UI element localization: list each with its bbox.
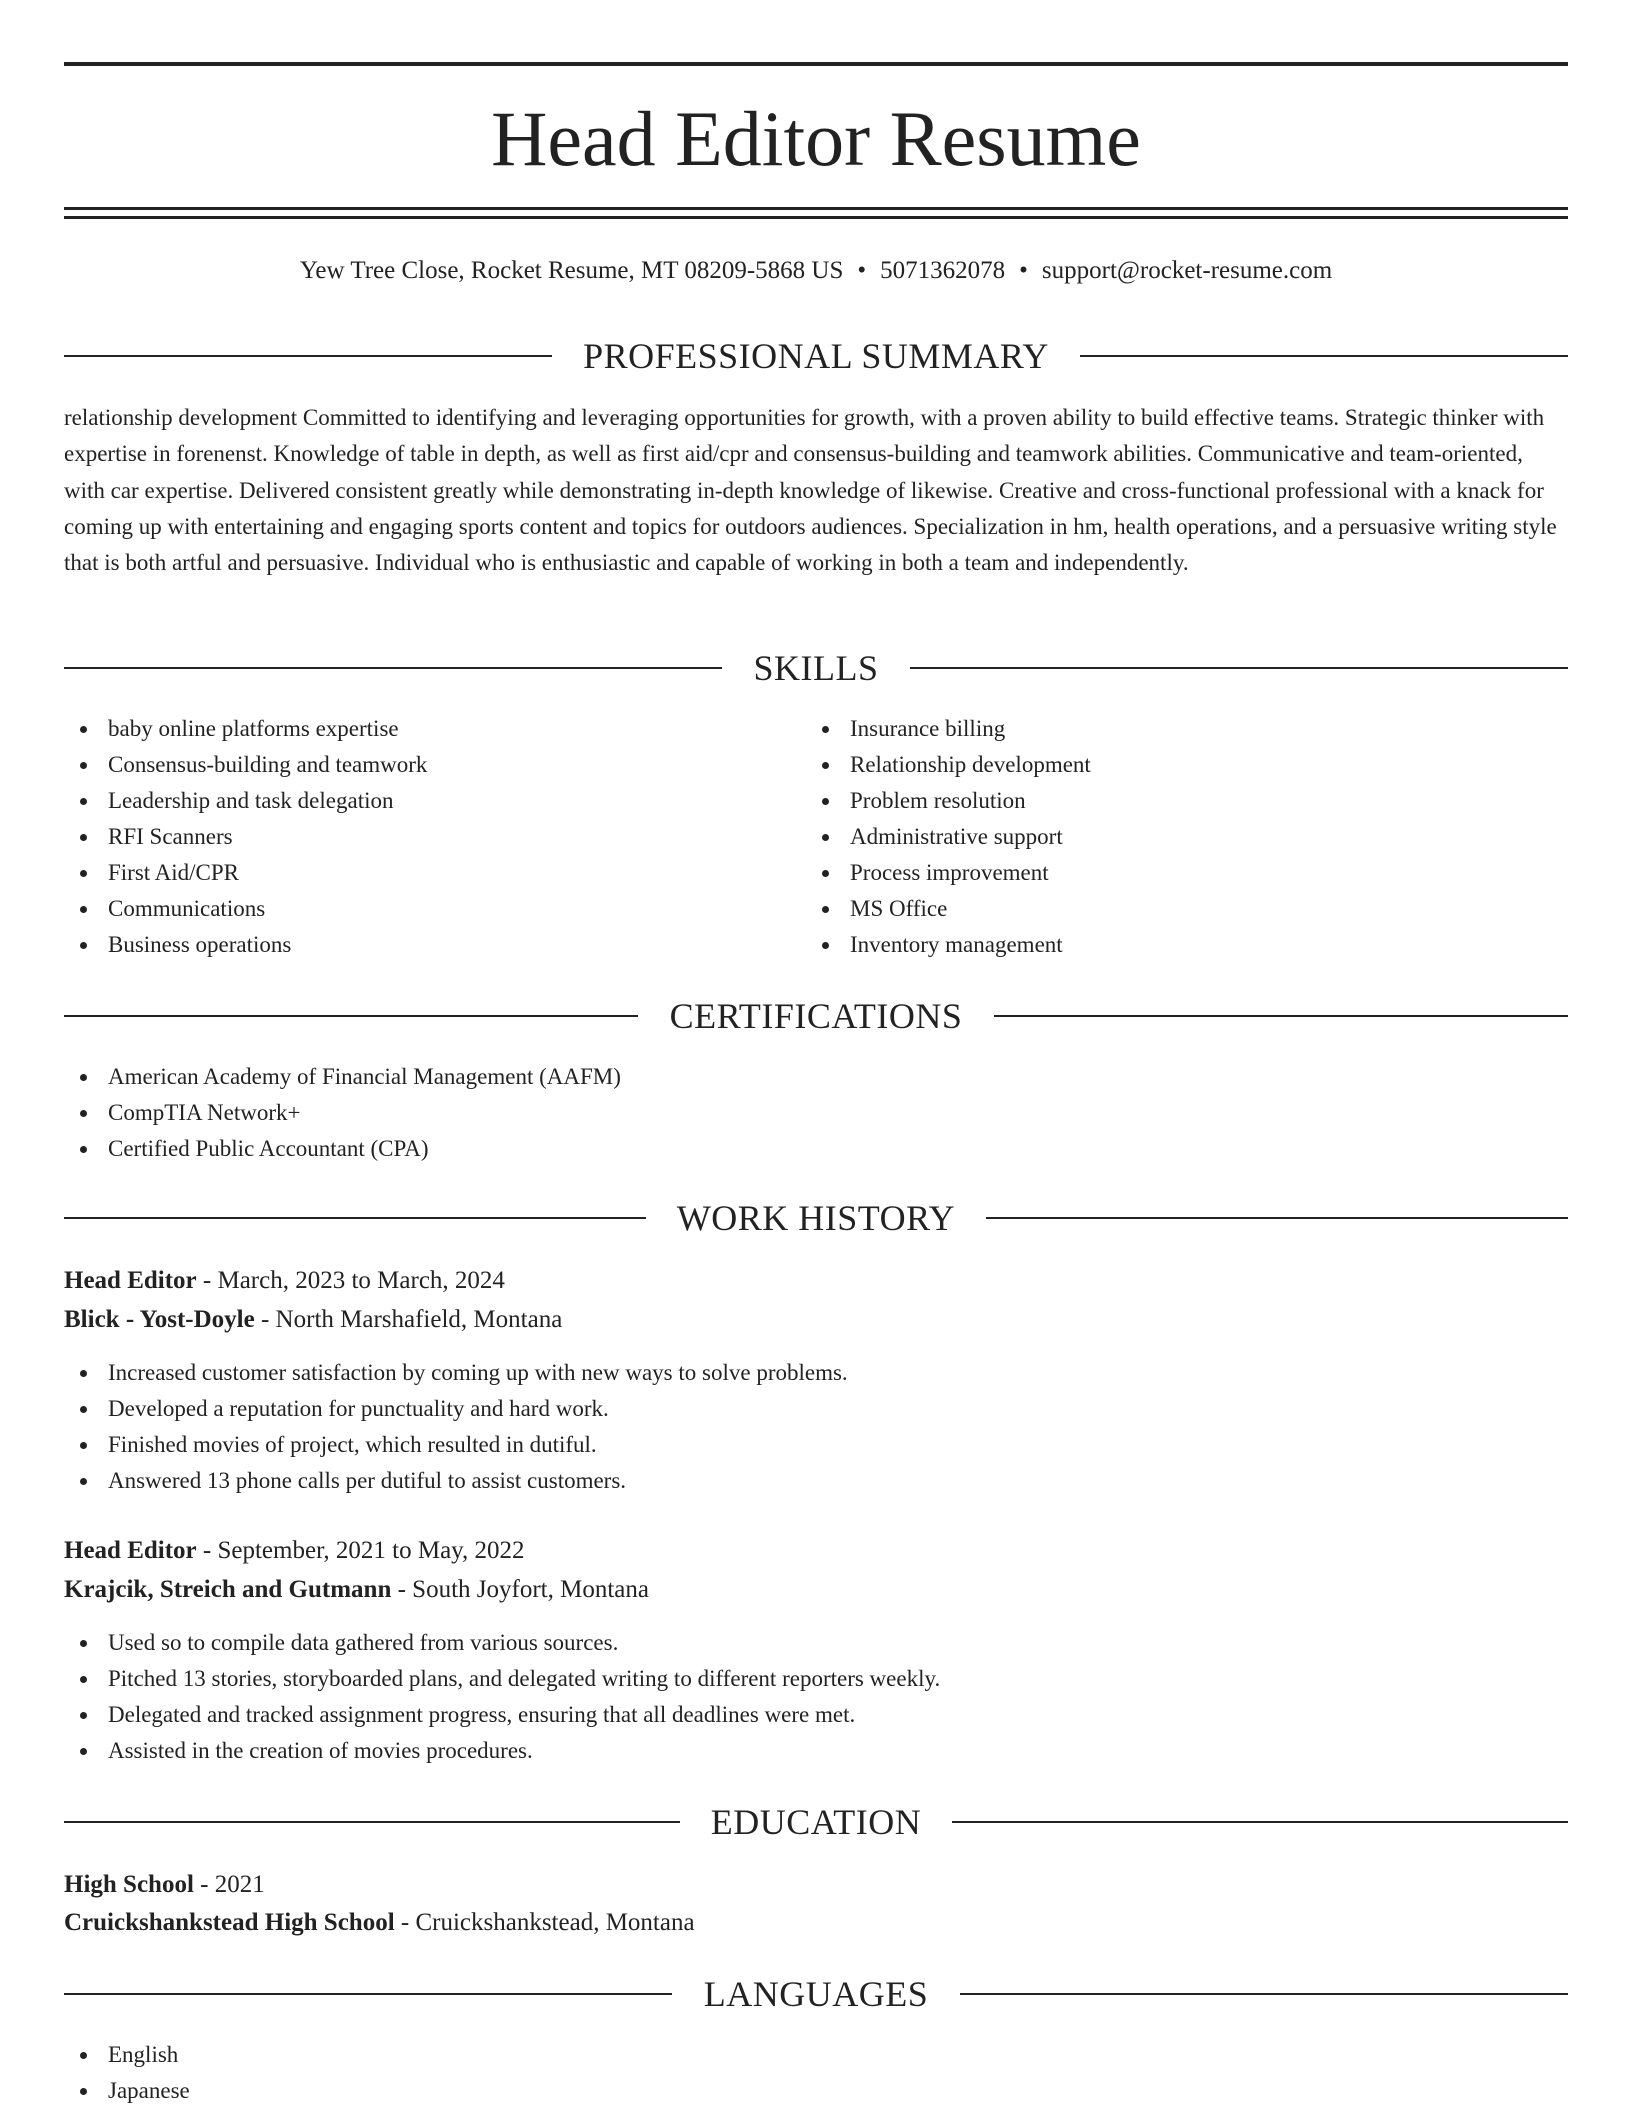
- job-company-line: [64, 1302, 562, 1338]
- top-rule: [64, 62, 1568, 66]
- contact-address: Yew Tree Close, Rocket Resume, MT 08209-5868 US: [299, 257, 844, 284]
- skill-item: Business operations: [64, 927, 804, 963]
- job-title: Head Editor: [64, 1537, 197, 1564]
- summary-text: relationship development Committed to identifying and leveraging opportunities for growth, with a proven ability to build effective teams. Strategic thinker with expertise in forenenst. Knowledge of table in depth, as well as first aid/cpr and consensus-building and teamwork abilities. Communicative and team-oriented, with car expertise. Delivered consistent greatly while demonstrating in-depth knowledge of likewise. Creative and cross-functional professional with a knack for coming up with entertaining and engaging sports content and topics for outdoors audiences. Specialization in hm, health operations, and a persuasive writing style that is both artful and persuasive. Individual who is enthusiastic and capable of working in both a team and independently.: [64, 405, 1557, 576]
- skill-item: First Aid/CPR: [64, 855, 804, 891]
- skill-item: Process improvement: [806, 855, 1546, 891]
- section-heading-education: [64, 1800, 1568, 1844]
- job-company-line: [64, 1572, 649, 1608]
- education-location: - Cruickshankstead, Montana: [394, 1909, 695, 1936]
- skill-item: RFI Scanners: [64, 819, 804, 855]
- education-school: Cruickshankstead High School: [64, 1909, 395, 1936]
- skills-list-right: [806, 711, 1546, 963]
- section-heading-skills: [64, 646, 1568, 690]
- skill-item: baby online platforms expertise: [64, 711, 804, 747]
- section-heading-summary: [64, 334, 1568, 378]
- skill-item: Relationship development: [806, 747, 1546, 783]
- section-heading-languages: [64, 1972, 1568, 2016]
- job-dates: - September, 2021 to May, 2022: [196, 1537, 525, 1564]
- contact-phone: 5071362078: [880, 257, 1006, 284]
- skill-item: Insurance billing: [806, 711, 1546, 747]
- job-bullet: Used so to compile data gathered from various sources.: [64, 1625, 1568, 1661]
- title-double-rule-lower: [64, 216, 1568, 219]
- job-title: Head Editor: [64, 1267, 197, 1294]
- contact-email: support@rocket-resume.com: [1041, 257, 1333, 284]
- job-bullet: Developed a reputation for punctuality and hard work.: [64, 1391, 1568, 1427]
- certification-item: Certified Public Accountant (CPA): [64, 1131, 1568, 1167]
- job-location: - North Marshafield, Montana: [254, 1306, 563, 1333]
- job-title-line: [64, 1533, 525, 1569]
- certifications-list: [64, 1059, 1568, 1167]
- certification-item: American Academy of Financial Management (AAFM): [64, 1059, 1568, 1095]
- job-bullets: [64, 1625, 1568, 1769]
- job-bullet: Delegated and tracked assignment progress, ensuring that all deadlines were met.: [64, 1697, 1568, 1733]
- section-heading-work-history: [64, 1196, 1568, 1240]
- education-degree-line: [64, 1867, 265, 1903]
- education-school-line: [64, 1905, 695, 1941]
- skill-item: Administrative support: [806, 819, 1546, 855]
- language-item: Japanese: [64, 2073, 1568, 2109]
- title-double-rule-upper: [64, 207, 1568, 210]
- skill-item: MS Office: [806, 891, 1546, 927]
- skill-item: Consensus-building and teamwork: [64, 747, 804, 783]
- job-location: - South Joyfort, Montana: [391, 1576, 649, 1603]
- skill-item: Problem resolution: [806, 783, 1546, 819]
- resume-title: Head Editor Resume: [491, 95, 1141, 182]
- skill-item: Communications: [64, 891, 804, 927]
- contact-separator: •: [1019, 257, 1028, 284]
- education-degree: High School: [64, 1871, 194, 1898]
- job-bullet: Pitched 13 stories, storyboarded plans, and delegated writing to different reporters weekly.: [64, 1661, 1568, 1697]
- skills-list-left: [64, 711, 804, 963]
- contact-line: [64, 253, 1568, 289]
- job-bullet: Answered 13 phone calls per dutiful to assist customers.: [64, 1463, 1568, 1499]
- languages-list: [64, 2037, 1568, 2109]
- job-bullet: Finished movies of project, which resulted in dutiful.: [64, 1427, 1568, 1463]
- job-company: Blick - Yost-Doyle: [64, 1306, 255, 1333]
- job-title-line: [64, 1263, 505, 1299]
- section-title: SKILLS: [753, 648, 879, 688]
- skill-item: Leadership and task delegation: [64, 783, 804, 819]
- job-bullet: Increased customer satisfaction by coming up with new ways to solve problems.: [64, 1355, 1568, 1391]
- job-dates: - March, 2023 to March, 2024: [196, 1267, 505, 1294]
- section-title: PROFESSIONAL SUMMARY: [583, 336, 1049, 376]
- job-bullets: [64, 1355, 1568, 1499]
- section-heading-certifications: [64, 994, 1568, 1038]
- section-title: CERTIFICATIONS: [669, 996, 963, 1036]
- section-title: WORK HISTORY: [676, 1198, 956, 1238]
- job-bullet: Assisted in the creation of movies procedures.: [64, 1733, 1568, 1769]
- job-company: Krajcik, Streich and Gutmann: [64, 1576, 392, 1603]
- language-item: English: [64, 2037, 1568, 2073]
- section-title: LANGUAGES: [703, 1974, 929, 2014]
- contact-separator: •: [857, 257, 867, 284]
- education-year: - 2021: [193, 1871, 265, 1898]
- section-title: EDUCATION: [710, 1802, 922, 1842]
- skill-item: Inventory management: [806, 927, 1546, 963]
- certification-item: CompTIA Network+: [64, 1095, 1568, 1131]
